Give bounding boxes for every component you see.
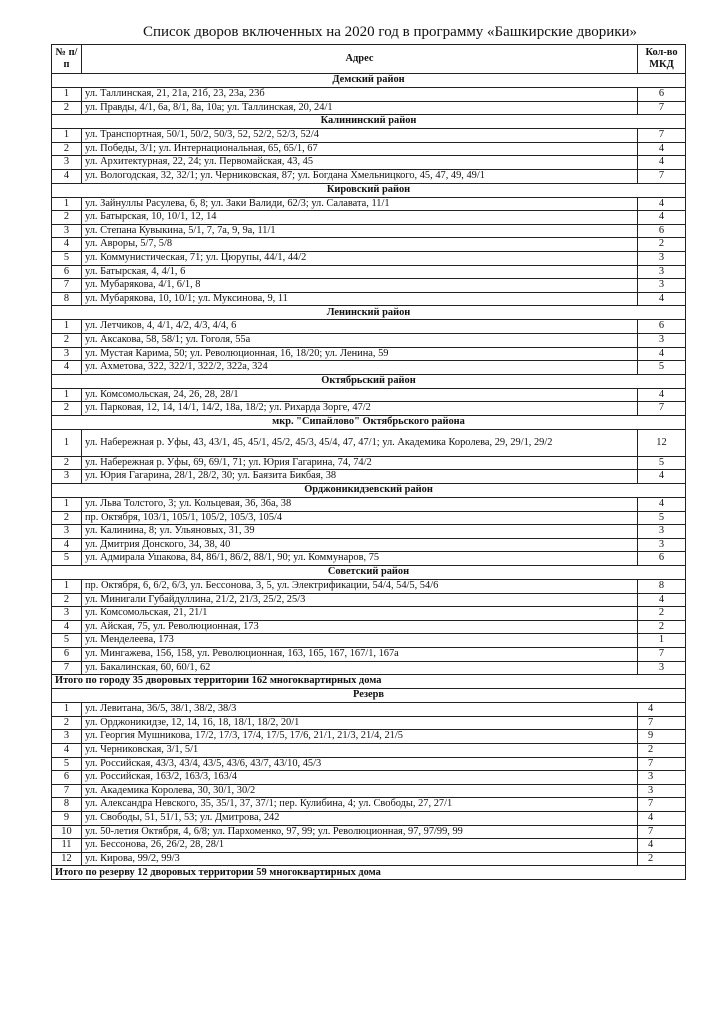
row-count: 7 bbox=[638, 169, 686, 183]
row-number: 2 bbox=[52, 101, 82, 115]
row-number: 2 bbox=[52, 142, 82, 156]
row-number: 6 bbox=[52, 648, 82, 662]
row-address: ул. Бакалинская, 60, 60/1, 62 bbox=[82, 661, 638, 675]
row-count: 3 bbox=[638, 538, 686, 552]
table-row bbox=[52, 661, 686, 675]
yards-table bbox=[51, 44, 686, 880]
row-count: 2 bbox=[638, 743, 686, 757]
row-address: ул. Бессонова, 26, 26/2, 28, 28/1 bbox=[82, 839, 638, 853]
table-row bbox=[52, 511, 686, 525]
row-count: 6 bbox=[638, 224, 686, 238]
row-number: 4 bbox=[52, 538, 82, 552]
table-row bbox=[52, 825, 686, 839]
row-count: 4 bbox=[638, 498, 686, 512]
district-header bbox=[52, 74, 686, 88]
row-number: 1 bbox=[52, 703, 82, 717]
row-number: 4 bbox=[52, 238, 82, 252]
row-number: 5 bbox=[52, 552, 82, 566]
row-count: 3 bbox=[638, 784, 686, 798]
table-row bbox=[52, 538, 686, 552]
row-count: 2 bbox=[638, 620, 686, 634]
row-address: ул. Орджоникидзе, 12, 14, 16, 18, 18/1, 18/2, 20/1 bbox=[82, 716, 638, 730]
row-address: ул. Парковая, 12, 14, 14/1, 14/2, 18а, 18/2; ул. Рихарда Зорге, 47/2 bbox=[82, 402, 638, 416]
row-address: ул. Авроры, 5/7, 5/8 bbox=[82, 238, 638, 252]
table-row bbox=[52, 88, 686, 102]
row-number: 1 bbox=[52, 498, 82, 512]
district-header-label: Орджоникидзевский район bbox=[52, 484, 686, 498]
table-row bbox=[52, 771, 686, 785]
district-header-label: Советский район bbox=[52, 566, 686, 580]
row-address: ул. Транспортная, 50/1, 50/2, 50/3, 52, 52/2, 52/3, 52/4 bbox=[82, 129, 638, 143]
table-row bbox=[52, 402, 686, 416]
table-row bbox=[52, 265, 686, 279]
row-count: 9 bbox=[638, 730, 686, 744]
table-row bbox=[52, 607, 686, 621]
table-row bbox=[52, 716, 686, 730]
row-number: 12 bbox=[52, 852, 82, 866]
table-row bbox=[52, 620, 686, 634]
table-row bbox=[52, 839, 686, 853]
row-number: 2 bbox=[52, 511, 82, 525]
row-count: 4 bbox=[638, 811, 686, 825]
row-count: 3 bbox=[638, 279, 686, 293]
row-address: ул. Вологодская, 32, 32/1; ул. Черниковская, 87; ул. Богдана Хмельницкого, 45, 47, 49, 49/1 bbox=[82, 169, 638, 183]
row-count: 5 bbox=[638, 361, 686, 375]
row-address: ул. Архитектурная, 22, 24; ул. Первомайская, 43, 45 bbox=[82, 156, 638, 170]
column-header-count: Кол-во МКД bbox=[638, 45, 686, 74]
district-header bbox=[52, 566, 686, 580]
row-number: 3 bbox=[52, 156, 82, 170]
district-header-label: Ленинский район bbox=[52, 306, 686, 320]
row-number: 6 bbox=[52, 771, 82, 785]
row-address: ул. Набережная р. Уфы, 43, 43/1, 45, 45/1, 45/2, 45/3, 45/4, 47, 47/1; ул. Академика Королева, 29, 29/1, 29/2 bbox=[82, 429, 638, 456]
total-reserve-row bbox=[52, 866, 686, 880]
row-count: 7 bbox=[638, 825, 686, 839]
row-count: 4 bbox=[638, 388, 686, 402]
row-address: ул. Батырская, 10, 10/1, 12, 14 bbox=[82, 211, 638, 225]
row-count: 3 bbox=[638, 661, 686, 675]
district-header-label: Демский район bbox=[52, 74, 686, 88]
row-number: 4 bbox=[52, 361, 82, 375]
row-count: 4 bbox=[638, 347, 686, 361]
table-row bbox=[52, 525, 686, 539]
row-count: 3 bbox=[638, 251, 686, 265]
row-count: 3 bbox=[638, 265, 686, 279]
table-row bbox=[52, 852, 686, 866]
district-header bbox=[52, 415, 686, 429]
table-row bbox=[52, 211, 686, 225]
row-address: ул. Минигали Губайдуллина, 21/2, 21/3, 25/2, 25/3 bbox=[82, 593, 638, 607]
row-address: ул. Александра Невского, 35, 35/1, 37, 37/1; пер. Кулибина, 4; ул. Свободы, 27, 27/1 bbox=[82, 798, 638, 812]
row-number: 4 bbox=[52, 169, 82, 183]
table-row bbox=[52, 743, 686, 757]
row-count: 4 bbox=[638, 593, 686, 607]
row-count: 4 bbox=[638, 292, 686, 306]
row-count: 4 bbox=[638, 142, 686, 156]
page-title: Список дворов включенных на 2020 год в программу «Башкирские дворики» bbox=[142, 24, 638, 40]
row-number: 1 bbox=[52, 388, 82, 402]
row-address: ул. Российская, 163/2, 163/3, 163/4 bbox=[82, 771, 638, 785]
row-count: 4 bbox=[638, 156, 686, 170]
row-address: ул. Менделеева, 173 bbox=[82, 634, 638, 648]
row-number: 3 bbox=[52, 224, 82, 238]
table-row bbox=[52, 101, 686, 115]
row-address: ул. Аксакова, 58, 58/1; ул. Гоголя, 55а bbox=[82, 333, 638, 347]
row-address: ул. Дмитрия Донского, 34, 38, 40 bbox=[82, 538, 638, 552]
total-city-row-label: Итого по городу 35 дворовых территории 162 многоквартирных дома bbox=[52, 675, 686, 689]
row-count: 7 bbox=[638, 757, 686, 771]
table-row bbox=[52, 703, 686, 717]
row-address: ул. Таллинская, 21, 21а, 21б, 23, 23а, 23б bbox=[82, 88, 638, 102]
row-number: 5 bbox=[52, 251, 82, 265]
table-row bbox=[52, 798, 686, 812]
row-count: 4 bbox=[638, 839, 686, 853]
district-header-label: мкр. "Сипайлово" Октябрьского района bbox=[52, 415, 686, 429]
table-row bbox=[52, 197, 686, 211]
row-count: 3 bbox=[638, 771, 686, 785]
table-row bbox=[52, 784, 686, 798]
row-count: 6 bbox=[638, 320, 686, 334]
row-count: 2 bbox=[638, 852, 686, 866]
table-row bbox=[52, 757, 686, 771]
table-row bbox=[52, 634, 686, 648]
row-number: 6 bbox=[52, 265, 82, 279]
row-number: 3 bbox=[52, 730, 82, 744]
row-number: 1 bbox=[52, 129, 82, 143]
row-count: 2 bbox=[638, 238, 686, 252]
row-number: 9 bbox=[52, 811, 82, 825]
row-count: 6 bbox=[638, 552, 686, 566]
total-reserve-row-label: Итого по резерву 12 дворовых территории 59 многоквартирных дома bbox=[52, 866, 686, 880]
row-address: ул. Адмирала Ушакова, 84, 86/1, 86/2, 88/1, 90; ул. Коммунаров, 75 bbox=[82, 552, 638, 566]
row-number: 2 bbox=[52, 456, 82, 470]
table-row bbox=[52, 320, 686, 334]
table-row bbox=[52, 292, 686, 306]
row-address: ул. 50-летия Октября, 4, 6/8; ул. Пархоменко, 97, 99; ул. Революционная, 97, 97/99, 99 bbox=[82, 825, 638, 839]
row-address: ул. Коммунистическая, 71; ул. Цюрупы, 44/1, 44/2 bbox=[82, 251, 638, 265]
table-row bbox=[52, 142, 686, 156]
table-row bbox=[52, 498, 686, 512]
row-number: 3 bbox=[52, 525, 82, 539]
row-number: 5 bbox=[52, 757, 82, 771]
row-number: 2 bbox=[52, 593, 82, 607]
table-row bbox=[52, 811, 686, 825]
row-address: ул. Свободы, 51, 51/1, 53; ул. Дмитрова, 242 bbox=[82, 811, 638, 825]
row-number: 11 bbox=[52, 839, 82, 853]
row-address: ул. Айская, 75, ул. Революционная, 173 bbox=[82, 620, 638, 634]
row-address: ул. Льва Толстого, 3; ул. Кольцевая, 36, 36а, 38 bbox=[82, 498, 638, 512]
table-row bbox=[52, 279, 686, 293]
table-row bbox=[52, 169, 686, 183]
row-number: 5 bbox=[52, 634, 82, 648]
row-address: ул. Комсомольская, 21, 21/1 bbox=[82, 607, 638, 621]
table-row bbox=[52, 251, 686, 265]
row-address: ул. Победы, 3/1; ул. Интернациональная, 65, 65/1, 67 bbox=[82, 142, 638, 156]
row-number: 3 bbox=[52, 470, 82, 484]
row-number: 1 bbox=[52, 429, 82, 456]
row-count: 1 bbox=[638, 634, 686, 648]
district-header bbox=[52, 306, 686, 320]
row-address: ул. Набережная р. Уфы, 69, 69/1, 71; ул. Юрия Гагарина, 74, 74/2 bbox=[82, 456, 638, 470]
row-address: ул. Академика Королева, 30, 30/1, 30/2 bbox=[82, 784, 638, 798]
row-address: пр. Октября, 6, 6/2, 6/3, ул. Бессонова, 3, 5, ул. Электрификации, 54/4, 54/5, 54/6 bbox=[82, 580, 638, 594]
row-count: 12 bbox=[638, 429, 686, 456]
row-number: 8 bbox=[52, 798, 82, 812]
table-row bbox=[52, 156, 686, 170]
row-address: ул. Мустая Карима, 50; ул. Революционная, 16, 18/20; ул. Ленина, 59 bbox=[82, 347, 638, 361]
row-address: ул. Батырская, 4, 4/1, 6 bbox=[82, 265, 638, 279]
row-address: ул. Мубарякова, 4/1, 6/1, 8 bbox=[82, 279, 638, 293]
row-count: 7 bbox=[638, 129, 686, 143]
row-count: 7 bbox=[638, 798, 686, 812]
row-address: ул. Мингажева, 156, 158, ул. Революционная, 163, 165, 167, 167/1, 167а bbox=[82, 648, 638, 662]
reserve-header-label: Резерв bbox=[52, 689, 686, 703]
row-address: ул. Георгия Мушникова, 17/2, 17/3, 17/4, 17/5, 17/6, 21/1, 21/3, 21/4, 21/5 bbox=[82, 730, 638, 744]
row-number: 7 bbox=[52, 784, 82, 798]
district-header bbox=[52, 374, 686, 388]
row-address: ул. Мубарякова, 10, 10/1; ул. Муксинова, 9, 11 bbox=[82, 292, 638, 306]
row-address: ул. Левитана, 36/5, 38/1, 38/2, 38/3 bbox=[82, 703, 638, 717]
row-address: ул. Комсомольская, 24, 26, 28, 28/1 bbox=[82, 388, 638, 402]
row-count: 4 bbox=[638, 197, 686, 211]
row-count: 5 bbox=[638, 511, 686, 525]
row-address: пр. Октября, 103/1, 105/1, 105/2, 105/3, 105/4 bbox=[82, 511, 638, 525]
table-row bbox=[52, 224, 686, 238]
row-count: 4 bbox=[638, 211, 686, 225]
row-count: 3 bbox=[638, 333, 686, 347]
table-row bbox=[52, 129, 686, 143]
row-count: 7 bbox=[638, 101, 686, 115]
table-row bbox=[52, 347, 686, 361]
table-row bbox=[52, 238, 686, 252]
row-address: ул. Правды, 4/1, 6а, 8/1, 8а, 10а; ул. Таллинская, 20, 24/1 bbox=[82, 101, 638, 115]
total-city-row bbox=[52, 675, 686, 689]
row-address: ул. Российская, 43/3, 43/4, 43/5, 43/6, 43/7, 43/10, 45/3 bbox=[82, 757, 638, 771]
row-number: 2 bbox=[52, 211, 82, 225]
row-address: ул. Юрия Гагарина, 28/1, 28/2, 30; ул. Баязита Бикбая, 38 bbox=[82, 470, 638, 484]
row-number: 8 bbox=[52, 292, 82, 306]
column-header-address: Адрес bbox=[82, 45, 638, 74]
row-number: 1 bbox=[52, 88, 82, 102]
row-address: ул. Калинина, 8; ул. Ульяновых, 31, 39 bbox=[82, 525, 638, 539]
district-header-label: Калининский район bbox=[52, 115, 686, 129]
row-number: 2 bbox=[52, 333, 82, 347]
row-number: 3 bbox=[52, 607, 82, 621]
table-row bbox=[52, 361, 686, 375]
row-number: 1 bbox=[52, 580, 82, 594]
district-header-label: Октябрьский район bbox=[52, 374, 686, 388]
row-count: 8 bbox=[638, 580, 686, 594]
row-address: ул. Степана Кувыкина, 5/1, 7, 7а, 9, 9а, 11/1 bbox=[82, 224, 638, 238]
table-row bbox=[52, 429, 686, 456]
row-count: 4 bbox=[638, 470, 686, 484]
table-header-row bbox=[52, 45, 686, 74]
row-count: 7 bbox=[638, 402, 686, 416]
row-address: ул. Ахметова, 322, 322/1, 322/2, 322а, 324 bbox=[82, 361, 638, 375]
table-row bbox=[52, 552, 686, 566]
district-header bbox=[52, 484, 686, 498]
table-row bbox=[52, 456, 686, 470]
row-address: ул. Зайнуллы Расулева, 6, 8; ул. Заки Валиди, 62/3; ул. Салавата, 11/1 bbox=[82, 197, 638, 211]
table-row bbox=[52, 593, 686, 607]
row-address: ул. Летчиков, 4, 4/1, 4/2, 4/3, 4/4, 6 bbox=[82, 320, 638, 334]
table-body bbox=[52, 45, 686, 880]
table-row bbox=[52, 333, 686, 347]
reserve-header bbox=[52, 689, 686, 703]
row-count: 7 bbox=[638, 716, 686, 730]
row-address: ул. Кирова, 99/2, 99/3 bbox=[82, 852, 638, 866]
table-row bbox=[52, 648, 686, 662]
row-number: 4 bbox=[52, 620, 82, 634]
row-number: 2 bbox=[52, 716, 82, 730]
table-row bbox=[52, 470, 686, 484]
row-number: 7 bbox=[52, 661, 82, 675]
row-count: 5 bbox=[638, 456, 686, 470]
row-count: 6 bbox=[638, 88, 686, 102]
row-number: 2 bbox=[52, 402, 82, 416]
row-count: 4 bbox=[638, 703, 686, 717]
row-number: 4 bbox=[52, 743, 82, 757]
row-number: 3 bbox=[52, 347, 82, 361]
table-row bbox=[52, 730, 686, 744]
district-header-label: Кировский район bbox=[52, 183, 686, 197]
table-row bbox=[52, 388, 686, 402]
row-count: 2 bbox=[638, 607, 686, 621]
district-header bbox=[52, 115, 686, 129]
row-address: ул. Черниковская, 3/1, 5/1 bbox=[82, 743, 638, 757]
row-count: 7 bbox=[638, 648, 686, 662]
row-count: 3 bbox=[638, 525, 686, 539]
district-header bbox=[52, 183, 686, 197]
row-number: 10 bbox=[52, 825, 82, 839]
row-number: 7 bbox=[52, 279, 82, 293]
column-header-num: № п/п bbox=[52, 45, 82, 74]
table-row bbox=[52, 580, 686, 594]
row-number: 1 bbox=[52, 197, 82, 211]
row-number: 1 bbox=[52, 320, 82, 334]
